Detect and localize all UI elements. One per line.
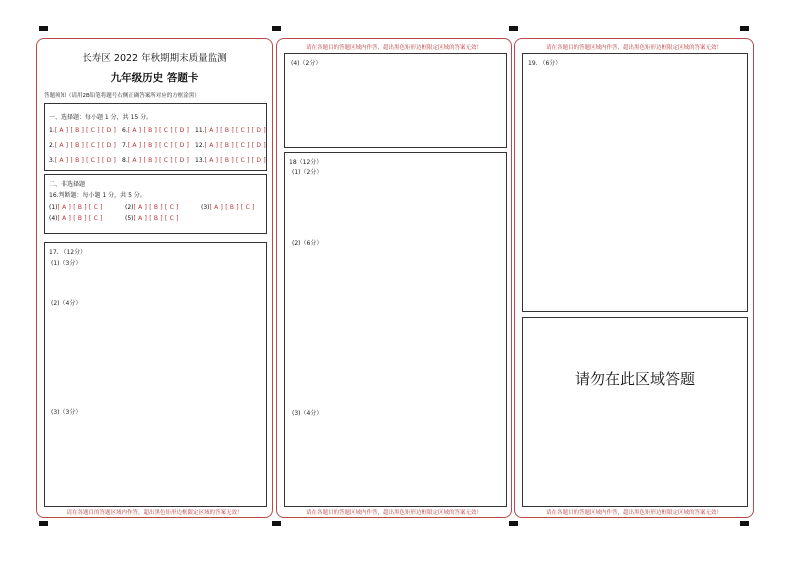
answer-panel-2 [276,38,512,518]
boundary-warning-bottom: 请在各题目的答题区域内作答，超出黑色矩形边框限定区域的答案无效！ [66,510,243,516]
question-item: 6.[ A ] [ B ] [ C ] [ D ] [122,127,190,134]
judgment-subheading: 16.判断题：每小题 1 分，共 5 分。 [49,192,146,199]
boundary-warning-bottom: 请在各题目的答题区域内作答，超出黑色矩形边框限定区域的答案无效！ [305,510,482,516]
answer-bubbles[interactable]: [ A ] [ B ] [ C ] [ D ] [127,142,190,149]
answer-panel-3 [514,38,754,518]
answer-bubbles[interactable]: [ A ] [ B ] [ C ] [133,204,179,211]
answer-panel-1 [36,38,273,518]
q19-label: 19. （6分） [528,60,562,67]
answer-bubbles[interactable]: [ A ] [ B ] [ C ] [ D ] [127,127,190,134]
q17-part4-label: (4)（2分） [291,60,322,67]
answer-bubbles[interactable]: [ A ] [ B ] [ C ] [ D ] [54,142,117,149]
question-item: (3)[ A ] [ B ] [ C ] [201,204,255,211]
q18-part2-label: (2)（6分） [292,240,323,247]
registration-mark-top-right [740,26,749,31]
answer-bubbles[interactable]: [ A ] [ B ] [ C ] [209,204,255,211]
no-answer-zone-box [522,317,748,507]
answer-bubbles[interactable]: [ A ] [ B ] [ C ] [57,204,103,211]
registration-mark-bottom-middle-right [509,521,518,526]
answer-bubbles[interactable]: [ A ] [ B ] [ C ] [ D ] [204,142,266,149]
q18-part1-label: (1)（2分） [292,169,323,176]
answer-bubbles[interactable]: [ A ] [ B ] [ C ] [133,215,179,222]
choice-section-box [44,103,267,171]
registration-mark-top-middle-right [509,26,518,31]
exam-title: 长寿区 2022 年秋期期末质量监测 [82,53,227,64]
q17-part3-label: (3)（3分） [51,409,82,416]
question-item: 12.[ A ] [ B ] [ C ] [ D ] [195,142,266,149]
answer-bubbles[interactable]: [ A ] [ B ] [ C ] [ D ] [204,127,266,134]
question-item: (5)[ A ] [ B ] [ C ] [125,215,179,222]
instruction-note: 答题须知（请用2B铅笔将题号右侧正确答案所对应的方框涂黑） [44,93,200,99]
question-item: 8.[ A ] [ B ] [ C ] [ D ] [122,157,190,164]
q17-label: 17. （12分） [49,249,87,256]
boundary-warning-bottom: 请在各题目的答题区域内作答，超出黑色矩形边框限定区域的答案无效！ [545,510,722,516]
nonchoice-section-heading: 二、非选择题 [49,181,86,188]
question-item: (2)[ A ] [ B ] [ C ] [125,204,179,211]
registration-mark-top-middle-left [272,26,281,31]
answer-bubbles[interactable]: [ A ] [ B ] [ C ] [ D ] [54,127,117,134]
question-item: 2.[ A ] [ B ] [ C ] [ D ] [49,142,117,149]
registration-mark-top-left [39,26,48,31]
boundary-warning-top: 请在各题目的答题区域内作答，超出黑色矩形边框限定区域的答案无效！ [545,45,722,51]
no-answer-zone-text: 请勿在此区域答题 [574,370,695,388]
q17-part4-answer-box[interactable] [284,53,507,148]
q17-part1-label: (1)（3分） [51,260,82,267]
q18-label: 18（12分） [289,159,323,166]
answer-bubbles[interactable]: [ A ] [ B ] [ C ] [57,215,103,222]
boundary-warning-top: 请在各题目的答题区域内作答，超出黑色矩形边框限定区域的答案无效！ [305,45,482,51]
question-item: 1.[ A ] [ B ] [ C ] [ D ] [49,127,117,134]
question-item: 11.[ A ] [ B ] [ C ] [ D ] [195,127,266,134]
card-subtitle: 九年级历史 答题卡 [110,72,199,84]
registration-mark-bottom-left [39,521,48,526]
question-item: 7.[ A ] [ B ] [ C ] [ D ] [122,142,190,149]
judgment-section-box [44,174,267,234]
q18-answer-box[interactable] [284,152,507,507]
q19-answer-box[interactable] [522,53,748,312]
question-item: (4)[ A ] [ B ] [ C ] [49,215,103,222]
answer-bubbles[interactable]: [ A ] [ B ] [ C ] [ D ] [204,157,266,164]
q17-answer-box[interactable] [44,242,267,507]
question-item: 13.[ A ] [ B ] [ C ] [ D ] [195,157,266,164]
answer-bubbles[interactable]: [ A ] [ B ] [ C ] [ D ] [54,157,117,164]
question-item: (1)[ A ] [ B ] [ C ] [49,204,103,211]
registration-mark-bottom-middle-left [272,521,281,526]
choice-section-heading: 一、选择题：每小题 1 分，共 15 分。 [49,114,153,121]
answer-bubbles[interactable]: [ A ] [ B ] [ C ] [ D ] [127,157,190,164]
q18-part3-label: (3)（4分） [292,410,323,417]
q17-part2-label: (2)（4分） [51,300,82,307]
question-item: 3.[ A ] [ B ] [ C ] [ D ] [49,157,117,164]
registration-mark-bottom-right [740,521,749,526]
